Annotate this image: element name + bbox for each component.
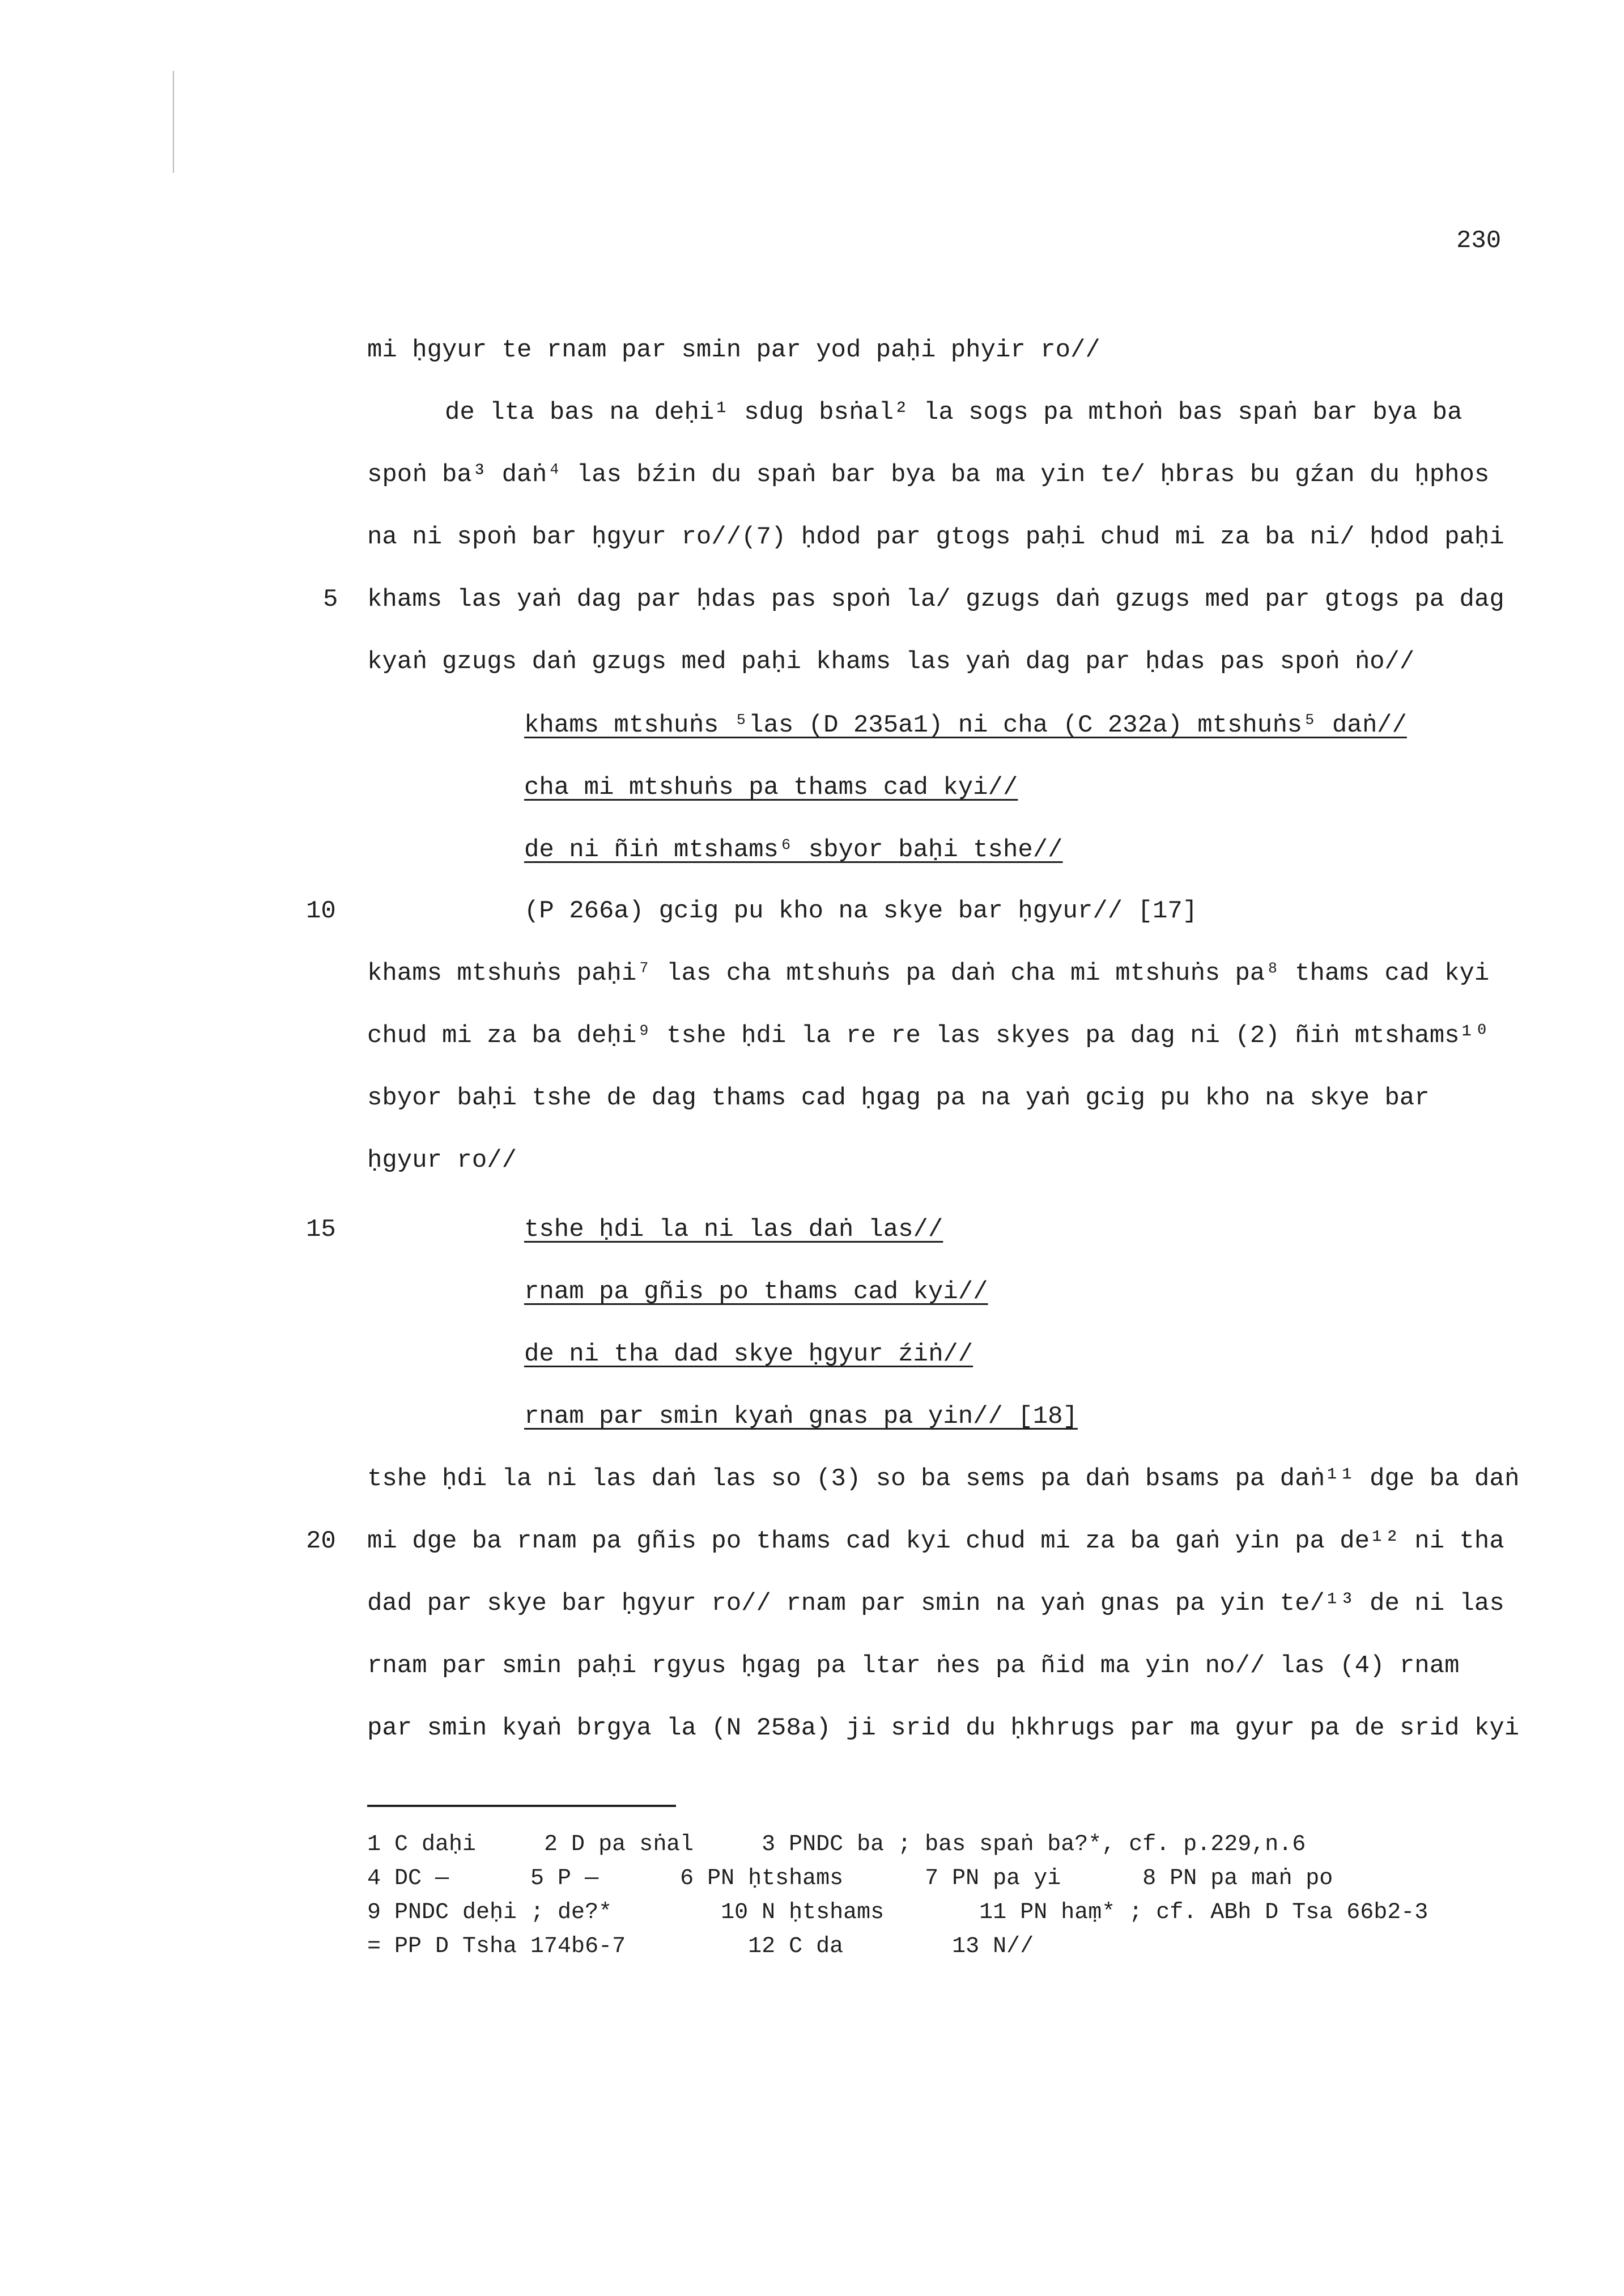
line-number: 20	[306, 1527, 336, 1555]
text-line-13: sbyor baḥi tshe de dag thams cad ḥgag pa na yaṅ gcig pu kho na skye bar	[367, 1084, 1430, 1112]
text-line-20: mi dge ba rnam pa gñis po thams cad kyi chud mi za ba gaṅ yin pa de¹² ni tha	[367, 1527, 1504, 1555]
verse-line: cha mi mtshuṅs pa thams cad kyi//	[524, 773, 1018, 802]
verse-line: tshe ḥdi la ni las daṅ las//	[524, 1215, 943, 1244]
text-line-14: ḥgyur ro//	[367, 1146, 517, 1175]
text-line-3: spoṅ ba³ daṅ⁴ las bźin du spaṅ bar bya ba ma yin te/ ḥbras bu gźan du ḥphos	[367, 461, 1490, 489]
line-number: 10	[306, 897, 336, 925]
footnote-rule	[367, 1805, 676, 1807]
footnote-line: 1 C daḥi 2 D pa sṅal 3 PNDC ba ; bas spaṅ ba?*, cf. p.229,n.6	[367, 1832, 1306, 1857]
text-line-1: mi ḥgyur te rnam par smin par yod paḥi phyir ro//	[367, 336, 1100, 364]
verse-line: de ni tha dad skye ḥgyur źiṅ//	[524, 1340, 973, 1368]
verse-line: khams mtshuṅs ⁵las (D 235a1) ni cha (C 232a) mtshuṅs⁵ daṅ//	[524, 711, 1407, 739]
text-line-12: chud mi za ba deḥi⁹ tshe ḥdi la re re las skyes pa dag ni (2) ñiṅ mtshams¹⁰	[367, 1022, 1490, 1050]
text-line-4: na ni spoṅ bar ḥgyur ro//(7) ḥdod par gtogs paḥi chud mi za ba ni/ ḥdod paḥi	[367, 523, 1504, 551]
text-line-2: de lta bas na deḥi¹ sdug bsṅal² la sogs pa mthoṅ bas spaṅ bar bya ba	[445, 398, 1463, 427]
footnote-line: 9 PNDC deḥi ; de?* 10 N ḥtshams 11 PN haṃ* ; cf. ABh D Tsa 66b2-3	[367, 1900, 1429, 1925]
text-line-6: kyaṅ gzugs daṅ gzugs med paḥi khams las yaṅ dag par ḥdas pas spoṅ ṅo//	[367, 648, 1415, 676]
page-number: 230	[1456, 227, 1502, 255]
text-line-21: dad par skye bar ḥgyur ro// rnam par smin na yaṅ gnas pa yin te/¹³ de ni las	[367, 1589, 1504, 1618]
line-number: 15	[306, 1215, 336, 1244]
footnote-line: 4 DC — 5 P — 6 PN ḥtshams 7 PN pa yi 8 PN pa maṅ po	[367, 1866, 1333, 1891]
text-line-11: khams mtshuṅs paḥi⁷ las cha mtshuṅs pa daṅ cha mi mtshuṅs pa⁸ thams cad kyi	[367, 959, 1490, 988]
verse-line: rnam pa gñis po thams cad kyi//	[524, 1278, 988, 1306]
text-line-22: rnam par smin paḥi rgyus ḥgag pa ltar ṅes pa ñid ma yin no// las (4) rnam	[367, 1652, 1460, 1680]
verse-line: (P 266a) gcig pu kho na skye bar ḥgyur// [17]	[524, 897, 1198, 925]
margin-mark	[173, 71, 174, 173]
text-line-23: par smin kyaṅ brgya la (N 258a) ji srid du ḥkhrugs par ma gyur pa de srid kyi	[367, 1714, 1520, 1742]
verse-line: rnam par smin kyaṅ gnas pa yin// [18]	[524, 1402, 1078, 1431]
text-line-5: khams las yaṅ dag par ḥdas pas spoṅ la/ gzugs daṅ gzugs med par gtogs pa dag	[367, 585, 1504, 614]
verse-line: de ni ñiṅ mtshams⁶ sbyor baḥi tshe//	[524, 836, 1063, 864]
text-line-19: tshe ḥdi la ni las daṅ las so (3) so ba sems pa daṅ bsams pa daṅ¹¹ dge ba daṅ	[367, 1465, 1520, 1493]
footnote-line: = PP D Tsha 174b6-7 12 C da 13 N//	[367, 1934, 1034, 1959]
line-number: 5	[323, 585, 338, 614]
